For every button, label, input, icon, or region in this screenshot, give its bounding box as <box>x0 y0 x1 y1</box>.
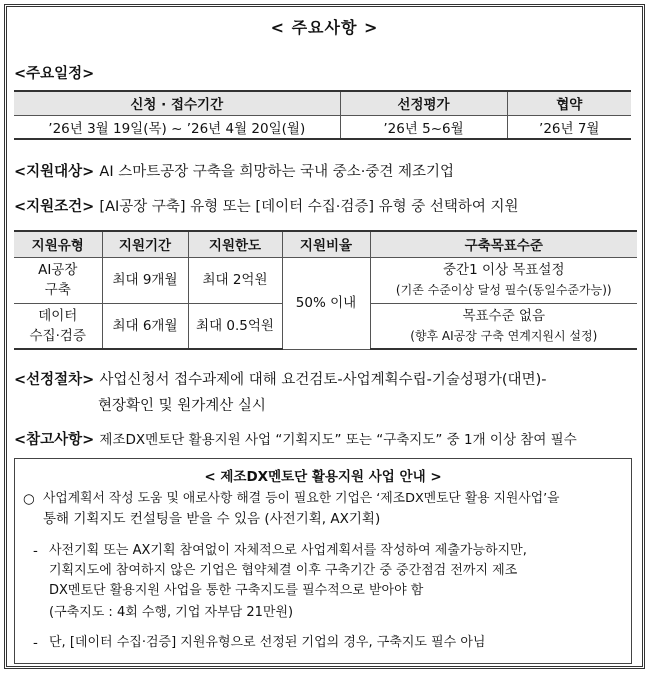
support-header-period: 지원기간 <box>102 231 188 257</box>
support-goal-ai: 중간1 이상 목표설정 (기존 수준이상 달성 필수(동일수준가능)) <box>370 257 637 303</box>
condition-label: <지원조건> <box>14 199 95 215</box>
support-goal-data: 목표수준 없음 (향후 AI공장 구축 연계지원시 설정) <box>370 303 637 349</box>
support-ratio: 50% 이내 <box>282 257 370 349</box>
target-row <box>14 160 454 181</box>
reference-label: <참고사항> <box>14 432 95 448</box>
reference-text: 제조DX멘토단 활용지원 사업 “기획지도” 또는 “구축지도” 중 1개 이상 참여 필수 <box>99 432 577 448</box>
guide-bullet-line-1: 사업계획서 작성 도움 및 애로사항 해결 등이 필요한 기업은 ‘제조DX멘토단 활용 지원사업’을 <box>43 491 560 506</box>
guide-bullet-line-2: 통해 기획지도 컨설팅을 받을 수 있음 (사전기획, AX기획) <box>43 511 381 527</box>
schedule-heading: <주요일정> <box>14 66 95 82</box>
condition-row <box>14 195 519 216</box>
procedure-label: <선정절차> <box>14 372 95 388</box>
support-limit-data: 최대 0.5억원 <box>188 303 282 349</box>
support-table <box>14 230 637 350</box>
schedule-value-agreement: ’26년 7월 <box>507 115 631 139</box>
schedule-header-agreement: 협약 <box>507 91 631 115</box>
support-type-data: 데이터 수집·검증 <box>14 303 102 349</box>
support-period-data: 최대 6개월 <box>102 303 188 349</box>
schedule-header-apply: 신청 · 접수기간 <box>14 91 340 115</box>
support-header-ratio: 지원비율 <box>282 231 370 257</box>
support-header-type: 지원유형 <box>14 231 102 257</box>
target-text: AI 스마트공장 구축을 희망하는 국내 중소·중견 제조기업 <box>99 164 455 180</box>
schedule-value-evaluation: ’26년 5~6월 <box>340 115 507 139</box>
procedure-text-2: 현장확인 및 원가계산 실시 <box>98 398 266 414</box>
support-header-limit: 지원한도 <box>188 231 282 257</box>
support-limit-ai: 최대 2억원 <box>188 257 282 303</box>
procedure-row <box>14 368 546 389</box>
procedure-text-1: 사업신청서 접수과제에 대해 요건검토-사업계획수립-기술성평가(대면)- <box>99 372 547 388</box>
schedule-header-evaluation: 선정평가 <box>340 91 507 115</box>
guide-dash1-line-3: DX멘토단 활용지원 사업을 통한 구축지도를 필수적으로 받아야 함 <box>49 583 424 598</box>
schedule-table <box>14 90 631 140</box>
guide-dash1-line-4: (구축지도 : 4회 수행, 기업 자부담 21만원) <box>49 605 294 620</box>
condition-text: [AI공장 구축] 유형 또는 [데이터 수집·검증] 유형 중 선택하여 지원 <box>99 199 519 215</box>
guide-dash-mark-1: - <box>33 543 38 559</box>
mentor-guide-box <box>14 458 632 664</box>
guide-dash1-line-1: 사전기획 또는 AX기획 참여없이 자체적으로 사업계획서를 작성하여 제출가능하지만, <box>49 543 527 558</box>
support-type-ai: AI공장 구축 <box>14 257 102 303</box>
guide-bullet-mark: ○ <box>23 491 35 507</box>
page-title: < 주요사항 > <box>270 18 379 37</box>
support-period-ai: 최대 9개월 <box>102 257 188 303</box>
reference-row <box>14 428 577 449</box>
guide-dash2: 단, [데이터 수집·검증] 지원유형으로 선정된 기업의 경우, 구축지도 필수 아님 <box>49 635 486 650</box>
target-label: <지원대상> <box>14 164 95 180</box>
support-header-goal: 구축목표수준 <box>370 231 637 257</box>
guide-dash1-line-2: 기획지도에 참여하지 않은 기업은 협약체결 이후 구축기간 중 중간점검 전까지 제조 <box>49 563 518 578</box>
schedule-value-apply: ’26년 3월 19일(목) ~ ’26년 4월 20일(월) <box>14 115 340 139</box>
guide-dash-mark-2: - <box>33 635 38 651</box>
guide-title: < 제조DX멘토단 활용지원 사업 안내 > <box>204 469 442 485</box>
